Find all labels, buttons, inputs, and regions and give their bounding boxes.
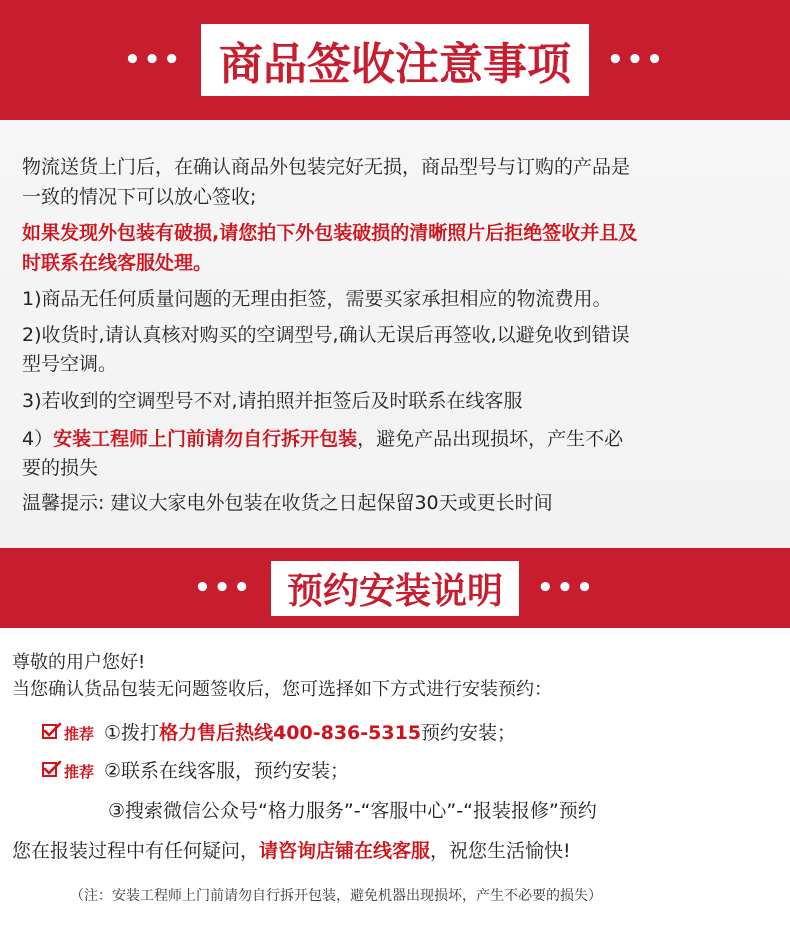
decorative-dots-right: ••• bbox=[607, 45, 666, 75]
warning-line-2: 时联系在线客服处理。 bbox=[22, 252, 213, 274]
notice-item-4-line-2: 要的损失 bbox=[22, 457, 99, 479]
decorative-dots-left: ••• bbox=[194, 573, 253, 603]
option-1-row bbox=[42, 718, 516, 749]
notice-item-3: 3)若收到的空调型号不对,请拍照并拒签后及时联系在线客服 bbox=[22, 390, 523, 412]
notice-item-4-suffix: ，避免产品出现损坏，产生不必 bbox=[357, 428, 624, 450]
decorative-dots-left: ••• bbox=[124, 45, 183, 75]
recommend-badge: 推荐 bbox=[64, 763, 95, 781]
install-note: （注：安装工程师上门前请勿自行拆开包装，避免机器出现损坏，产生不必要的损失） bbox=[70, 888, 602, 904]
notice-item-2-line-1: 2)收货时,请认真核对购买的空调型号,确认无误后再签收,以避免收到错误 bbox=[22, 324, 630, 346]
notice-item-4-prefix: 4） bbox=[22, 428, 54, 450]
decorative-dots-right: ••• bbox=[537, 573, 596, 603]
consult-online-service: 请咨询店铺在线客服 bbox=[259, 840, 431, 862]
option-1-suffix: 预约安装； bbox=[421, 722, 517, 744]
hotline-text: 格力售后热线400-836-5315 bbox=[159, 722, 422, 744]
section-title-sign-notice: 商品签收注意事项 bbox=[201, 24, 589, 96]
install-booking-content bbox=[0, 628, 790, 930]
warm-tip: 温馨提示: 建议大家电外包装在收货之日起保留30天或更长时间 bbox=[22, 492, 553, 514]
section-title-install-booking: 预约安装说明 bbox=[271, 561, 519, 616]
notice-item-4-line-1 bbox=[22, 424, 623, 454]
checkbox-checked-icon bbox=[42, 757, 62, 787]
header-banner-sign-notice bbox=[0, 0, 790, 120]
notice-item-1: 1)商品无任何质量问题的无理由拒签，需要买家承担相应的物流费用。 bbox=[22, 288, 612, 310]
option-1-prefix: ①拨打 bbox=[104, 722, 160, 744]
intro-line-1: 物流送货上门后，在确认商品外包装完好无损，商品型号与订购的产品是 bbox=[22, 156, 631, 178]
notice-item-2-line-2: 型号空调。 bbox=[22, 353, 118, 375]
checkbox-checked-icon bbox=[42, 719, 62, 749]
question-prefix: 您在报装过程中有任何疑问， bbox=[12, 840, 260, 862]
warning-line-1: 如果发现外包装有破损,请您拍下外包装破损的清晰照片后拒绝签收并且及 bbox=[22, 222, 638, 244]
question-line bbox=[12, 836, 571, 866]
question-suffix: ，祝您生活愉快! bbox=[430, 840, 571, 862]
booking-intro: 当您确认货品包装无问题签收后，您可选择如下方式进行安装预约： bbox=[12, 679, 552, 700]
greeting: 尊敬的用户您好! bbox=[12, 652, 146, 673]
intro-line-2: 一致的情况下可以放心签收; bbox=[22, 186, 257, 208]
notice-item-4-highlight: 安装工程师上门前请勿自行拆开包装 bbox=[53, 428, 358, 450]
option-3-text: ③搜索微信公众号“格力服务”-“客服中心”-“报装报修”预约 bbox=[108, 800, 597, 822]
option-2-text: ②联系在线客服，预约安装； bbox=[104, 760, 350, 782]
header-banner-install-booking bbox=[0, 548, 790, 628]
recommend-badge: 推荐 bbox=[64, 725, 95, 743]
option-2-row bbox=[42, 756, 349, 787]
sign-notice-content bbox=[0, 120, 790, 548]
